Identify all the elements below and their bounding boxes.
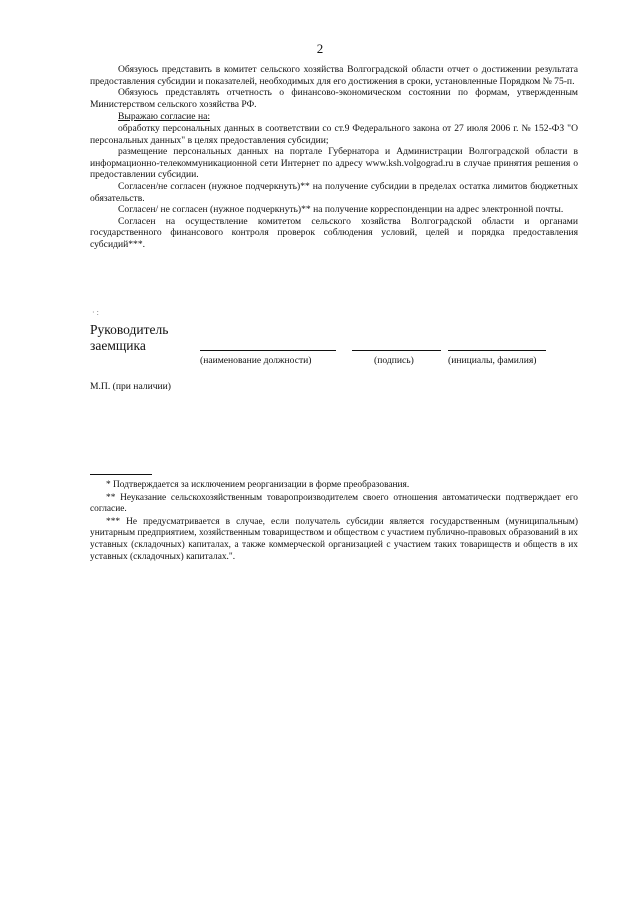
- position-caption: (наименование должности): [200, 355, 312, 366]
- paragraph-consent-email: Согласен/ не согласен (нужное подчеркнуть)** на получение корреспонденции на адрес электронной почты.: [118, 204, 564, 216]
- signature-title: [90, 322, 168, 354]
- footnote-3: *** Не предусматривается в случае, если получатель субсидии является государственным (муниципальным) унитарным предприятием, хозяйственным товариществом и обществом с участием публично-правовых образований в их уставных (складочных) капиталах, а также коммерческой организацией с участием таких товариществ и обществ в их уставных (складочных) капиталах.".: [90, 516, 578, 562]
- footnote-1: * Подтверждается за исключением реорганизации в форме преобразования.: [106, 480, 410, 490]
- paragraph-report-obligation: Обязуюсь представить в комитет сельского хозяйства Волгоградской области отчет о достижении результата предоставления субсидии и показателей, необходимых для его достижения в сроки, установленные Порядком № 75-п.: [90, 64, 578, 87]
- footnotes: [90, 480, 578, 564]
- paragraph-personal-data-processing: обработку персональных данных в соответствии со ст.9 Федерального закона от 27 июля 2006 г. № 152-ФЗ "О персональных данных" в целях предоставления субсидии;: [90, 122, 578, 146]
- name-signature-line: [448, 350, 546, 351]
- signature-title-line2: заемщика: [90, 338, 146, 353]
- paragraph-consent-subsidy-limits: Согласен/не согласен (нужное подчеркнуть)** на получение субсидии в пределах остатка лимитов бюджетных обязательств.: [90, 180, 578, 204]
- consent-heading: Выражаю согласие на:: [118, 111, 211, 123]
- document-body: [90, 64, 578, 251]
- signature-caption: (подпись): [374, 355, 414, 366]
- consent-heading-paragraph: [90, 111, 578, 123]
- signature-title-line1: Руководитель: [90, 322, 169, 337]
- name-caption: (инициалы, фамилия): [448, 355, 537, 366]
- footnote-separator: [90, 474, 152, 475]
- signature-line: [352, 350, 441, 351]
- paragraph-personal-data-publication: размещение персональных данных на портале Губернатора и Администрации Волгоградской области в информационно-телекоммуникационной сети Интернет по адресу www.ksh.volgograd.ru в случае принятия решения о предоставлении субсидии.: [90, 146, 578, 181]
- scan-mark: · :: [92, 308, 99, 317]
- page-number: 2: [316, 41, 324, 56]
- stamp-note: М.П. (при наличии): [90, 381, 171, 392]
- paragraph-consent-inspections: Согласен на осуществление комитетом сельского хозяйства Волгоградской области и органами государственного финансового контроля проверок соблюдения условий, целей и порядка предоставления субсидий***.: [90, 215, 578, 250]
- footnote-2: ** Неуказание сельскохозяйственным товаропроизводителем своего отношения автоматически подтверждает его согласие.: [90, 492, 578, 515]
- paragraph-financial-reporting: Обязуюсь представлять отчетность о финансово-экономическом состоянии по формам, утвержденным Министерством сельского хозяйства РФ.: [90, 87, 578, 110]
- position-signature-line: [200, 350, 336, 351]
